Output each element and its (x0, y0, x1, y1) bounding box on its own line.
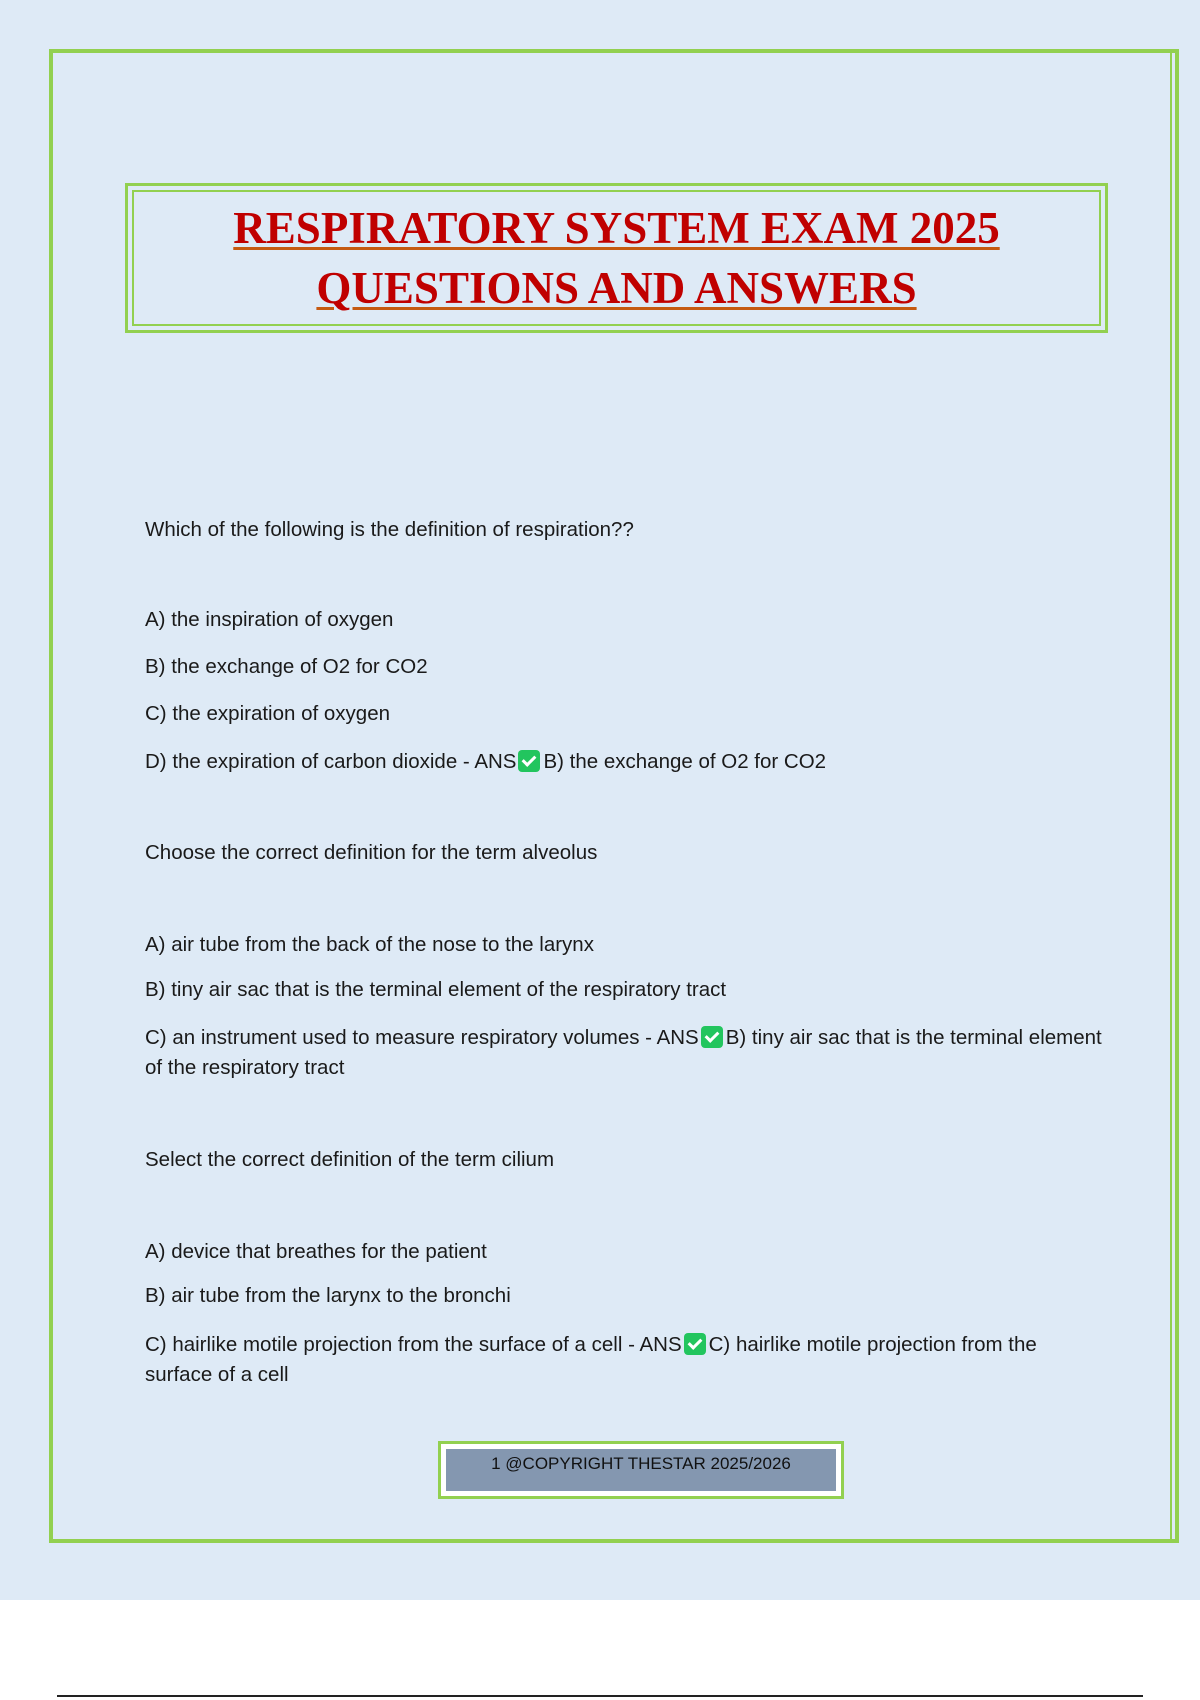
question-3-option-c: C) hairlike motile projection from the surface of a cell - ANS (145, 1333, 682, 1356)
question-2-option-c-with-answer (145, 1023, 1105, 1083)
bottom-divider (57, 1695, 1143, 1697)
question-1-option-a: A) the inspiration of oxygen (145, 608, 394, 631)
question-1-option-d-with-answer (145, 747, 1105, 777)
title-line-2: QUESTIONS AND ANSWERS (316, 263, 917, 313)
title-box (125, 183, 1108, 333)
check-mark-icon (701, 1026, 723, 1048)
question-2-answer: B) tiny air sac that is the terminal element of the respiratory tract (145, 1026, 1102, 1079)
question-2-option-c: C) an instrument used to measure respiratory volumes - ANS (145, 1026, 699, 1049)
title-line-1: RESPIRATORY SYSTEM EXAM 2025 (233, 203, 1000, 253)
check-mark-icon (684, 1333, 706, 1355)
question-2-option-a: A) air tube from the back of the nose to the larynx (145, 933, 594, 956)
question-3-option-a: A) device that breathes for the patient (145, 1240, 487, 1263)
question-1-answer: B) the exchange of O2 for CO2 (543, 750, 827, 773)
question-1-option-b: B) the exchange of O2 for CO2 (145, 655, 428, 678)
question-3-text: Select the correct definition of the term cilium (145, 1148, 555, 1171)
footer-box (438, 1441, 844, 1499)
copyright-text: 1 @COPYRIGHT THESTAR 2025/2026 (491, 1454, 791, 1473)
question-1-option-d: D) the expiration of carbon dioxide - ANS (145, 750, 517, 773)
question-1-option-c: C) the expiration of oxygen (145, 702, 390, 725)
question-1-text: Which of the following is the definition of respiration?? (145, 518, 634, 541)
question-2-option-b: B) tiny air sac that is the terminal element of the respiratory tract (145, 978, 727, 1001)
footer-inner (446, 1449, 836, 1491)
question-2-text: Choose the correct definition for the term alveolus (145, 841, 598, 864)
question-3-option-b: B) air tube from the larynx to the bronchi (145, 1284, 511, 1307)
question-3-answer: C) hairlike motile projection from the surface of a cell (145, 1333, 1037, 1386)
check-mark-icon (518, 750, 540, 772)
question-3-option-c-with-answer (145, 1330, 1105, 1390)
